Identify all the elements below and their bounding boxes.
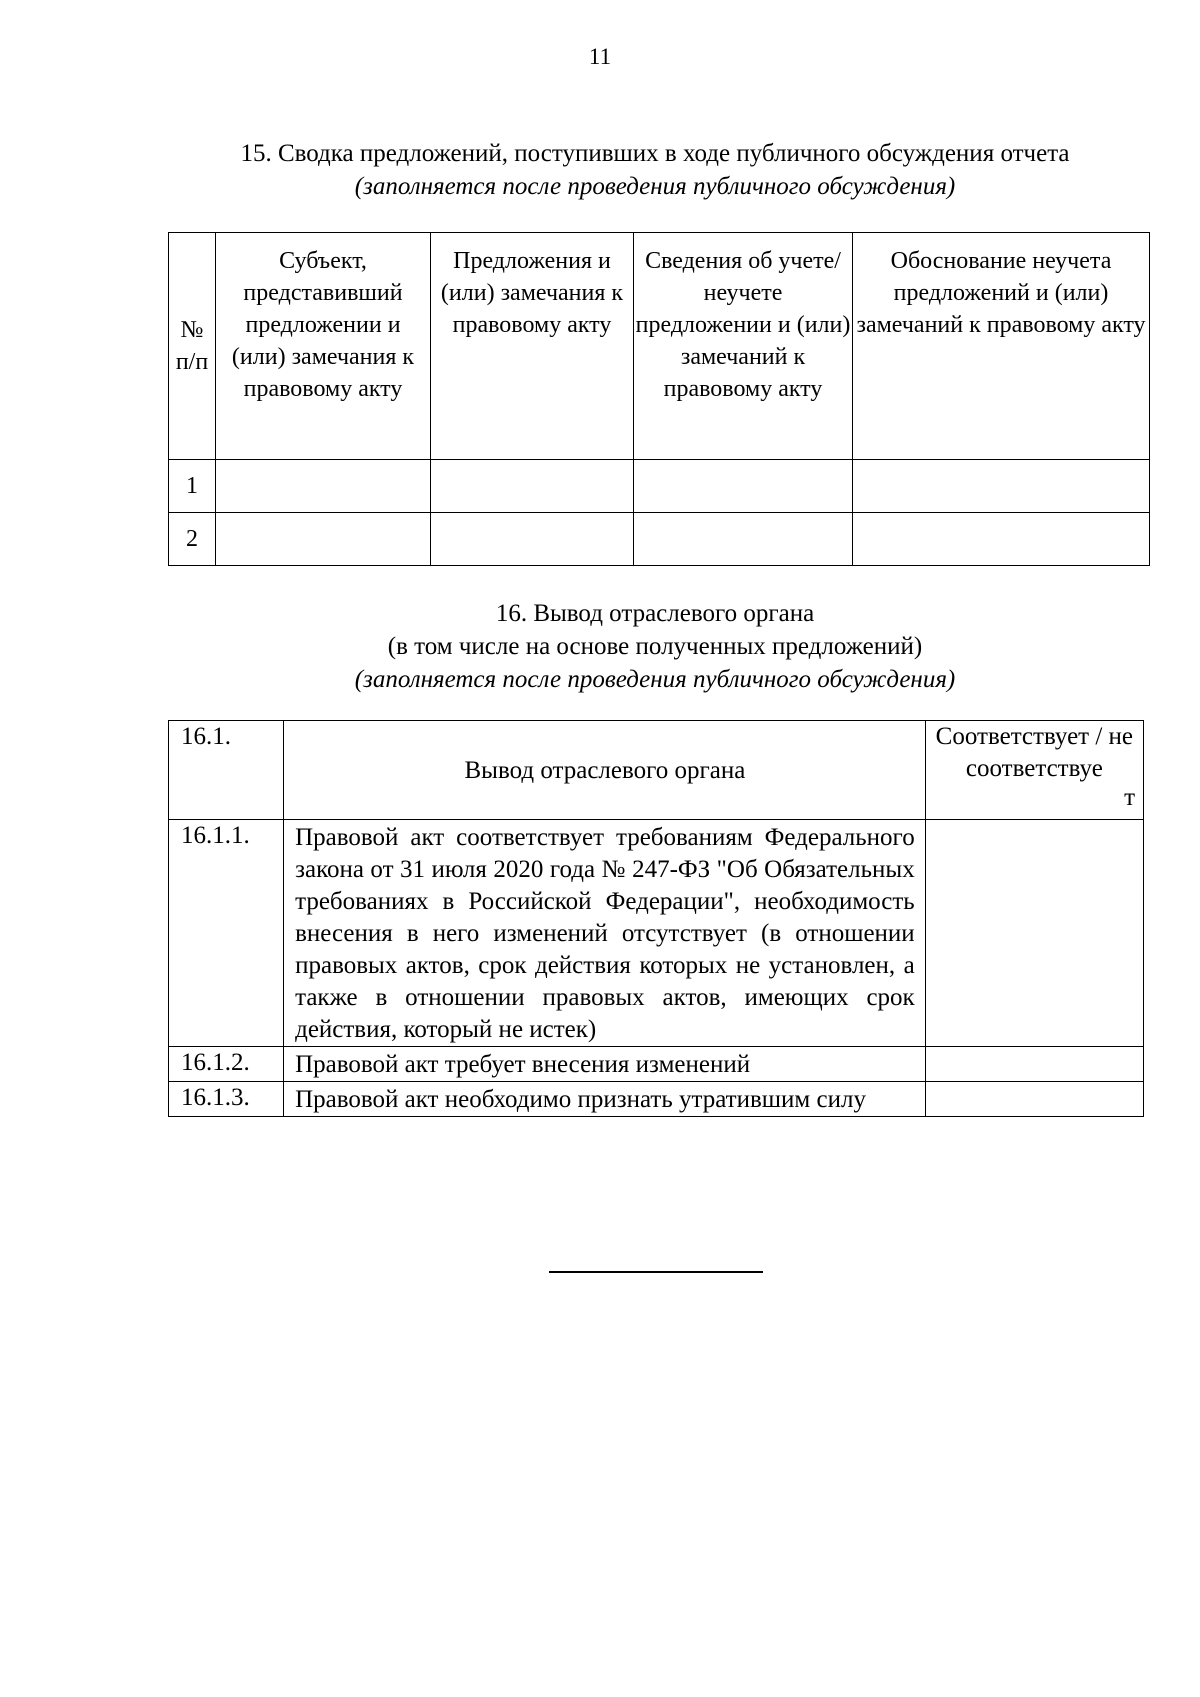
row-compliance-mark [925, 820, 1143, 1047]
cell-proposal [431, 460, 634, 513]
row-text: Правовой акт необходимо признать утратившим силу [284, 1082, 926, 1117]
table-row [169, 460, 1150, 513]
row-compliance-mark [925, 1047, 1143, 1082]
header-compliance-text: Соответствует / не соответствуе [935, 723, 1134, 782]
conclusion-table [168, 720, 1144, 1117]
header-compliance-tail: т [1124, 784, 1135, 811]
table-header-row [169, 721, 1144, 820]
section-16-heading [160, 597, 1150, 696]
table-row [169, 1047, 1144, 1082]
page-number: 11 [588, 44, 612, 69]
row-number: 16.1.2. [169, 1047, 284, 1082]
row-compliance-mark [925, 1082, 1143, 1117]
column-header-justification: Обоснование неучета предложений и (или) замечаний к правовому акту [853, 233, 1150, 460]
column-header-subject: Субъект, представивший предложении и (или) замечания к правовому акту [216, 233, 431, 460]
row-number: 16.1.3. [169, 1082, 284, 1117]
section-16-title: 16. Вывод отраслевого органа [495, 600, 815, 627]
row-text: Правовой акт требует внесения изменений [284, 1047, 926, 1082]
cell-accounting-info [634, 513, 853, 566]
row-text: Правовой акт соответствует требованиям Федерального закона от 31 июля 2020 года № 247-ФЗ "Об Обязательных требованиях в Российской Федерации", необходимость внесения в него изменений отсутствует (в отношении правовых актов, срок действия которых не установлен, а также в отношении правовых актов, имеющих срок действия, который не истек) [284, 820, 926, 1047]
cell-justification [853, 513, 1150, 566]
column-header-proposals: Предложения и (или) замечания к правовому акту [431, 233, 634, 460]
cell-subject [216, 460, 431, 513]
cell-accounting-info [634, 460, 853, 513]
table-row [169, 513, 1150, 566]
row-number: 1 [169, 460, 216, 513]
cell-justification [853, 460, 1150, 513]
table-row [169, 1082, 1144, 1117]
section-16-note: (заполняется после проведения публичного обсуждения) [354, 666, 956, 693]
column-header-number: № п/п [169, 233, 216, 460]
proposals-summary-table [168, 232, 1150, 566]
row-number: 16.1.1. [169, 820, 284, 1047]
table-row [169, 820, 1144, 1047]
table-header-row [169, 233, 1150, 460]
section-16-subtitle: (в том числе на основе полученных предложений) [387, 633, 923, 660]
end-of-document-rule [549, 1271, 763, 1273]
header-conclusion: Вывод отраслевого органа [284, 721, 926, 820]
section-15-title: 15. Сводка предложений, поступивших в ходе публичного обсуждения отчета [240, 140, 1070, 167]
row-number: 2 [169, 513, 216, 566]
column-header-accounting-info: Сведения об учете/неучете предложении и (или) замечаний к правовому акту [634, 233, 853, 460]
header-number: 16.1. [169, 721, 284, 820]
cell-proposal [431, 513, 634, 566]
header-compliance [925, 721, 1143, 820]
section-15-note: (заполняется после проведения публичного обсуждения) [354, 173, 956, 200]
cell-subject [216, 513, 431, 566]
section-15-heading [160, 137, 1150, 203]
